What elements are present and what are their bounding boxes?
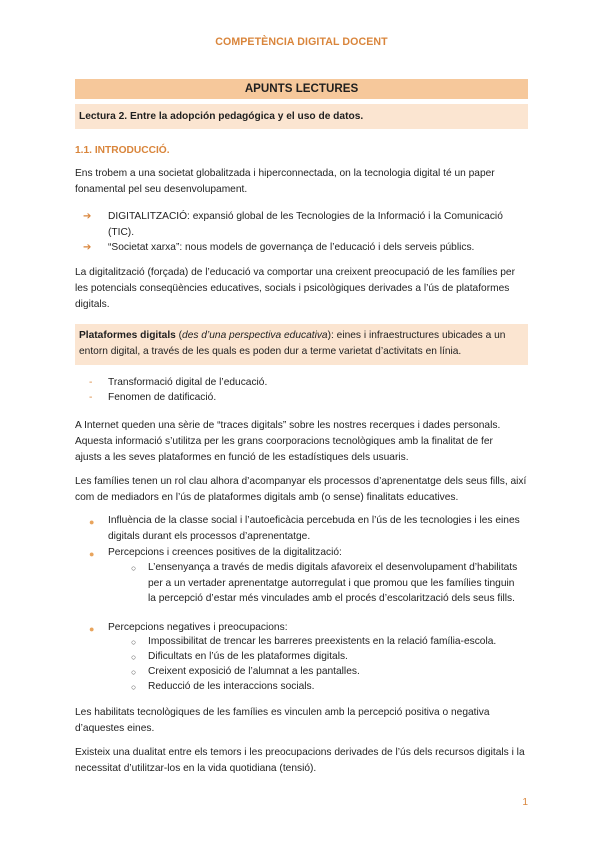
definition-term: Plataformes digitals (79, 330, 176, 341)
arrow-item-societat-xarxa: “Societat xarxa”: nous models de governança de l’educació i dels serveis públics. (108, 242, 475, 253)
paragraph-line: ajusts a les seves plataformes en funció de les estadístiques dels usuaris. (75, 452, 409, 463)
paragraph-line: Les famílies tenen un rol clau alhora d’acompanyar els processos d’aprenentatge dels seus fills, així (75, 476, 527, 487)
paragraph-line: Les habilitats tecnològiques de les famílies es vinculen amb la percepció positiva o negativa (75, 707, 490, 718)
paragraph-line: Existeix una dualitat entre els temors i les preocupacions derivades de l’ús dels recursos digitals i la (75, 747, 525, 758)
bullet-dot-icon: ● (89, 624, 95, 634)
sub-item-ensenyanca (148, 560, 517, 607)
paragraph-line: les potencials conseqüències educatives, socials i psicològiques derivades a l’ús de plataformes (75, 283, 510, 294)
definition-rest: ): eines i infraestructures ubicades a un (327, 330, 506, 341)
dash-item-transformacio: Transformació digital de l’educació. (108, 377, 268, 388)
paragraph-line: d’aquestes eines. (75, 723, 155, 734)
definition-line-1 (79, 328, 524, 344)
paragraph-line: Aquesta informació s’utilitza per les grans coorporacions tecnològiques amb la finalitat de fer (75, 436, 493, 447)
arrow-item-line-1: DIGITALITZACIÓ: expansió global de les Tecnologies de la Informació i la Comunicació (108, 211, 503, 222)
families-paragraph (75, 474, 528, 506)
sub-item-exposicio: Creixent exposició de l’alumnat a les pantalles. (148, 666, 360, 677)
arrow-right-icon: ➔ (83, 242, 92, 253)
bullet-dot-icon: ● (89, 549, 95, 559)
bullet-item-influencia (108, 513, 520, 544)
sub-bullet-circle-icon: ○ (131, 682, 137, 692)
sub-item-line: L’ensenyança a través de medis digitals afavoreix el desenvolupament d’habilitats (148, 562, 518, 573)
sub-item-dificultats: Dificultats en l’ús de les plataformes digitals. (148, 651, 348, 662)
definition-box (75, 324, 528, 365)
arrow-item-digitalitzacio (108, 209, 503, 240)
bullet-line: digitals durant els processos d’aprenentatge. (108, 530, 311, 542)
intro-line-2: fonamental pel seu desenvolupament. (75, 184, 248, 195)
arrow-right-icon: ➔ (83, 211, 92, 222)
sub-item-reduccio: Reducció de les interaccions socials. (148, 681, 315, 692)
dash-bullet-icon: - (89, 392, 93, 403)
definition-italic: des d’una perspectiva educativa (182, 330, 328, 341)
definition-paren: ( (175, 330, 183, 341)
sub-bullet-circle-icon: ○ (131, 637, 137, 647)
sub-item-line: per a un vertader aprenentatge autorregulat i que promou que les famílies tinguin (148, 577, 515, 589)
bullet-line: Influència de la classe social i l’autoeficàcia percebuda en l’ús de les tecnologies i les eines (108, 515, 520, 526)
paragraph-line: La digitalització (forçada) de l’educació va comportar una creixent preocupació de les famílies per (75, 267, 515, 278)
page-number: 1 (522, 797, 528, 808)
sub-bullet-circle-icon: ○ (131, 652, 137, 662)
sub-item-impossibilitat: Impossibilitat de trencar les barreres preexistents en la relació família-escola. (148, 636, 497, 647)
dualitat-paragraph (75, 745, 528, 777)
paragraph-line: A Internet queden una sèrie de “traces digitals” sobre les nostres recerques i dades personals. (75, 420, 501, 431)
dash-bullet-icon: - (89, 377, 93, 388)
bullet-item-negatives: Percepcions negatives i preocupacions: (108, 622, 288, 633)
sub-item-line: la percepció d’estar més vinculades amb el procés d’escolarització dels seus fills. (148, 593, 515, 604)
arrow-item-line-2: (TIC). (108, 226, 135, 238)
document-header: COMPETÈNCIA DIGITAL DOCENT (215, 36, 388, 48)
intro-paragraph (75, 166, 528, 198)
paragraph-line: digitals. (75, 299, 110, 310)
bullet-dot-icon: ● (89, 517, 95, 527)
traces-paragraph (75, 418, 528, 466)
intro-line-1: Ens trobem a una societat globalitzada i hiperconnectada, on la tecnologia digital té un paper (75, 168, 495, 179)
paragraph-line: com de mediadors en l’ús de plataformes digitals amb (o sense) finalitats educatives. (75, 492, 459, 503)
sub-bullet-circle-icon: ○ (131, 667, 137, 677)
digitalitzacio-paragraph (75, 265, 528, 313)
dash-item-datificacio: Fenomen de datificació. (108, 392, 217, 403)
section-heading: 1.1. INTRODUCCIÓ. (75, 145, 170, 156)
habilitats-paragraph (75, 705, 528, 737)
sub-bullet-circle-icon: ○ (131, 563, 137, 573)
paragraph-line: necessitat d’utilitzar-los en la vida quotidiana (tensió). (75, 763, 317, 774)
lecture-title: Lectura 2. Entre la adopción pedagógica y el uso de datos. (75, 104, 528, 129)
bullet-item-positives: Percepcions i creences positives de la digitalització: (108, 547, 342, 558)
definition-line-2: entorn digital, a través de les quals es poden dur a terme varietat d’activitats en línia. (79, 346, 462, 357)
page-title: APUNTS LECTURES (75, 79, 528, 99)
